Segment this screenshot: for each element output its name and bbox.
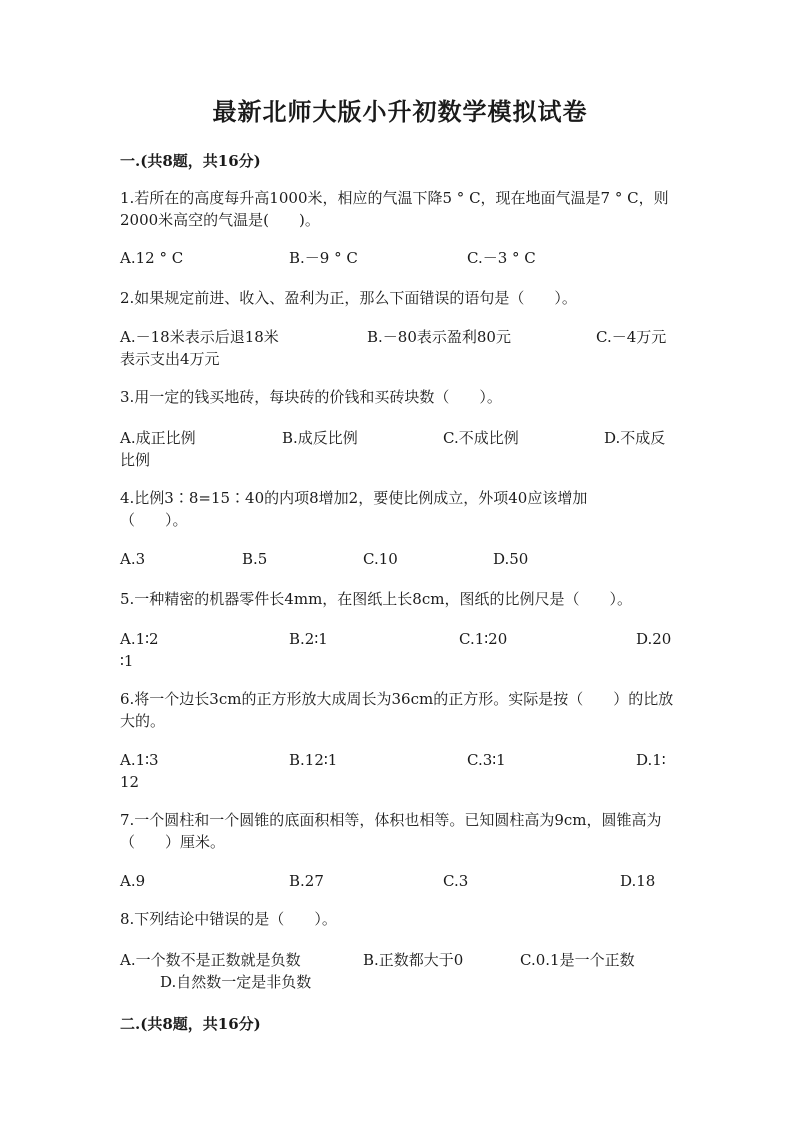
q5-option-d: D.20: [636, 630, 672, 648]
q6-option-d-cont: 12: [120, 773, 140, 791]
q6-option-b: B.12∶1: [289, 751, 338, 769]
question-7: 7.一个圆柱和一个圆锥的底面积相等，体积也相等。已知圆柱高为9cm，圆锥高为（ ）厘米。: [120, 811, 662, 851]
q3-option-d: D.不成反: [604, 429, 666, 447]
q5-option-d-cont: ∶1: [120, 652, 134, 670]
q5-option-c: C.1∶20: [459, 630, 508, 648]
question-4: 4.比例3∶8=15∶40的内项8增加2，要使比例成立，外项40应该增加（ ）。: [120, 489, 588, 529]
q6-option-d: D.1∶: [636, 751, 666, 769]
q7-option-d: D.18: [620, 872, 656, 890]
q7-option-b: B.27: [289, 872, 324, 890]
q3-option-b: B.成反比例: [282, 429, 358, 447]
q2-option-c-cont: 表示支出4万元: [120, 350, 220, 368]
section-heading-2: 二.(共8题，共16分): [120, 1015, 261, 1033]
question-6: 6.将一个边长3cm的正方形放大成周长为36cm的正方形。实际是按（ ）的比放大的。: [120, 690, 674, 730]
q8-option-d: D.自然数一定是非负数: [160, 973, 312, 991]
q3-option-c: C.不成比例: [443, 429, 519, 447]
q3-option-d-cont: 比例: [120, 451, 151, 469]
q6-option-c: C.3∶1: [467, 751, 506, 769]
q4-option-c: C.10: [363, 550, 398, 568]
q8-option-b: B.正数都大于0: [363, 951, 464, 969]
q5-option-a: A.1∶2: [120, 630, 159, 648]
question-2: 2.如果规定前进、收入、盈利为正，那么下面错误的语句是（ ）。: [120, 289, 577, 307]
page-title: 最新北师大版小升初数学模拟试卷: [212, 97, 588, 126]
q5-option-b: B.2∶1: [289, 630, 328, 648]
q7-option-c: C.3: [443, 872, 469, 890]
question-3: 3.用一定的钱买地砖，每块砖的价钱和买砖块数（ ）。: [120, 388, 502, 406]
question-8: 8.下列结论中错误的是（ ）。: [120, 910, 337, 928]
q2-option-c: C.－4万元: [596, 328, 667, 346]
q1-option-c: C.－3 ° C: [467, 249, 536, 267]
q6-option-a: A.1∶3: [120, 751, 159, 769]
q2-option-b: B.－80表示盈利80元: [367, 328, 511, 346]
section-heading-1: 一.(共8题，共16分): [120, 152, 261, 170]
q2-option-a: A.－18米表示后退18米: [120, 328, 279, 346]
q1-option-a: A.12 ° C: [120, 249, 184, 267]
q4-option-d: D.50: [493, 550, 529, 568]
q8-option-a: A.一个数不是正数就是负数: [120, 951, 301, 969]
q4-option-a: A.3: [120, 550, 146, 568]
question-1: 1.若所在的高度每升高1000米，相应的气温下降5 ° C，现在地面气温是7 ° C，则2000米高空的气温是( )。: [120, 189, 669, 229]
q8-option-c: C.0.1是一个正数: [520, 951, 635, 969]
question-5: 5.一种精密的机器零件长4mm，在图纸上长8cm，图纸的比例尺是（ ）。: [120, 590, 632, 608]
q3-option-a: A.成正比例: [120, 429, 196, 447]
q7-option-a: A.9: [120, 872, 146, 890]
q4-option-b: B.5: [242, 550, 268, 568]
q1-option-b: B.－9 ° C: [289, 249, 358, 267]
